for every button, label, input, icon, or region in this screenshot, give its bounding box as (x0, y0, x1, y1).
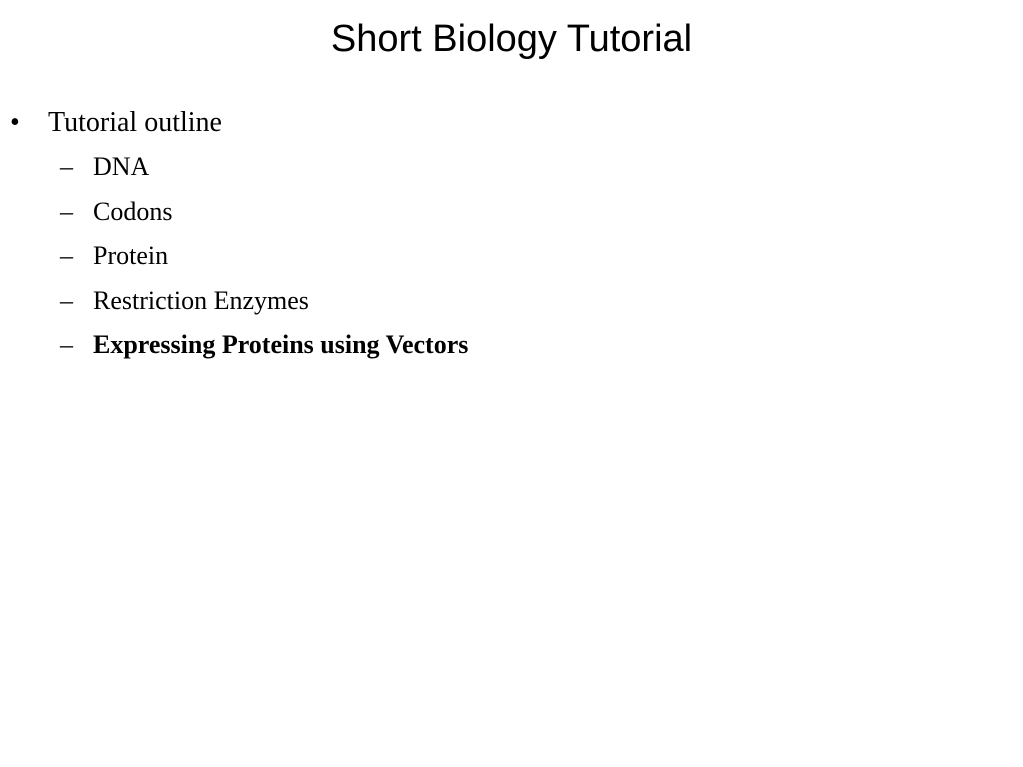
sub-item-dna (0, 147, 1023, 192)
sub-item-label: DNA (93, 152, 150, 181)
sub-item-restriction-enzymes (0, 281, 1023, 326)
sub-item-expressing-proteins (0, 325, 1023, 370)
slide-title: Short Biology Tutorial (330, 18, 693, 60)
dash-icon: – (60, 152, 73, 181)
outline-item-tutorial-outline (0, 103, 1023, 147)
sub-item-label: Restriction Enzymes (93, 285, 309, 315)
sub-item-codons (0, 192, 1023, 237)
dash-icon: – (60, 196, 73, 226)
outline-list (0, 103, 1023, 370)
dash-icon: – (60, 330, 73, 359)
bullet-icon: • (10, 107, 20, 138)
sub-item-label: Protein (93, 241, 169, 270)
dash-icon: – (60, 241, 73, 270)
outline-item-label: Tutorial outline (48, 107, 222, 138)
sub-item-protein (0, 236, 1023, 281)
sub-item-label-highlighted: Expressing Proteins using Vectors (93, 330, 469, 359)
sub-item-label: Codons (93, 196, 173, 226)
dash-icon: – (60, 285, 73, 315)
